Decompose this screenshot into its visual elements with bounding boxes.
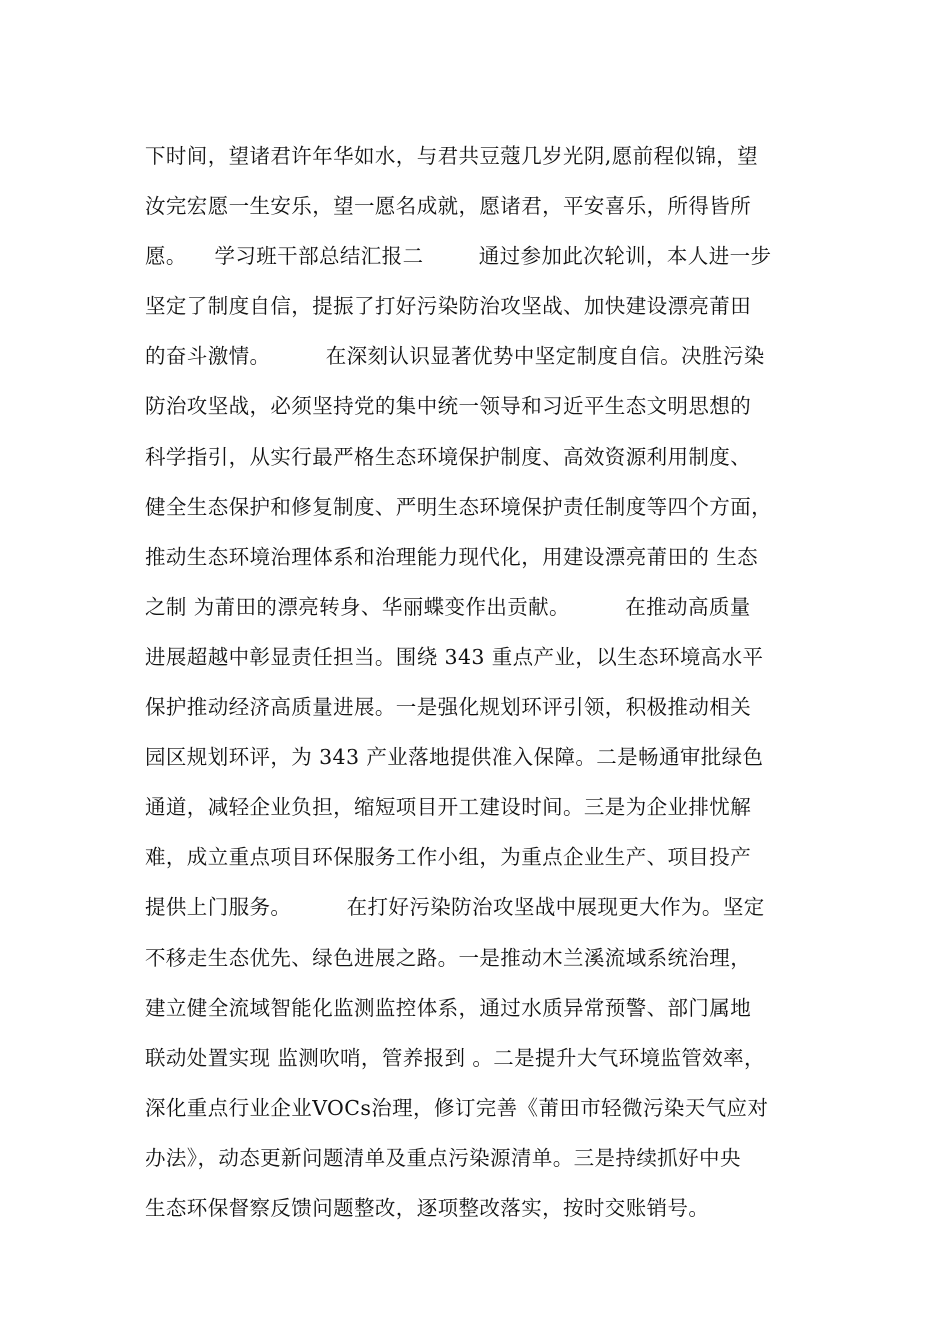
text-line: 联动处置实现 监测吹哨，管养报到 。二是提升大气环境监管效率， <box>145 1045 765 1070</box>
text-line: 的奋斗激情。 在深刻认识显著优势中坚定制度自信。决胜污染 <box>145 344 765 369</box>
text-line: 办法》，动态更新问题清单及重点污染源清单。三是持续抓好中央 <box>145 1145 741 1170</box>
text-line: 坚定了制度自信，提振了打好污染防治攻坚战、加快建设漂亮莆田 <box>145 294 752 319</box>
text-line: 生态环保督察反馈问题整改，逐项整改落实，按时交账销号。 <box>145 1195 710 1220</box>
text-line: 通道，减轻企业负担，缩短项目开工建设时间。三是为企业排忧解 <box>145 795 752 820</box>
text-line: 愿。 学习班干部总结汇报二 通过参加此次轮训，本人进一步 <box>145 244 772 269</box>
text-line: 下时间，望诸君许年华如水，与君共豆蔻几岁光阴,愿前程似锦，望 <box>145 144 759 168</box>
text-line: 深化重点行业企业VOCs治理，修订完善《莆田市轻微污染天气应对 <box>145 1095 769 1120</box>
body-text <box>145 131 845 1233</box>
text-line: 提供上门服务。 在打好污染防治攻坚战中展现更大作为。坚定 <box>145 895 765 920</box>
text-line: 科学指引，从实行最严格生态环境保护制度、高效资源利用制度、 <box>145 444 752 469</box>
text-line: 防治攻坚战，必须坚持党的集中统一领导和习近平生态文明思想的 <box>145 394 752 419</box>
text-line: 园区规划环评，为 343 产业落地提供准入保障。二是畅通审批绿色 <box>145 745 764 770</box>
text-line: 进展超越中彰显责任担当。围绕 343 重点产业，以生态环境高水平 <box>145 644 764 669</box>
text-line: 推动生态环境治理体系和治理能力现代化，用建设漂亮莆田的 生态 <box>145 544 759 569</box>
text-line: 建立健全流域智能化监测监控体系，通过水质异常预警、部门属地 <box>145 995 752 1020</box>
text-line: 健全生态保护和修复制度、严明生态环境保护责任制度等四个方面， <box>145 494 772 519</box>
text-line: 之制 为莆田的漂亮转身、华丽蝶变作出贡献。 在推动高质量 <box>145 594 751 619</box>
text-line: 难，成立重点项目环保服务工作小组，为重点企业生产、项目投产 <box>145 845 752 870</box>
text-line: 汝完宏愿一生安乐，望一愿名成就，愿诸君，平安喜乐，所得皆所 <box>145 194 752 219</box>
text-line: 保护推动经济高质量进展。一是强化规划环评引领，积极推动相关 <box>145 695 752 720</box>
text-line: 不移走生态优先、绿色进展之路。一是推动木兰溪流域系统治理， <box>145 945 752 970</box>
